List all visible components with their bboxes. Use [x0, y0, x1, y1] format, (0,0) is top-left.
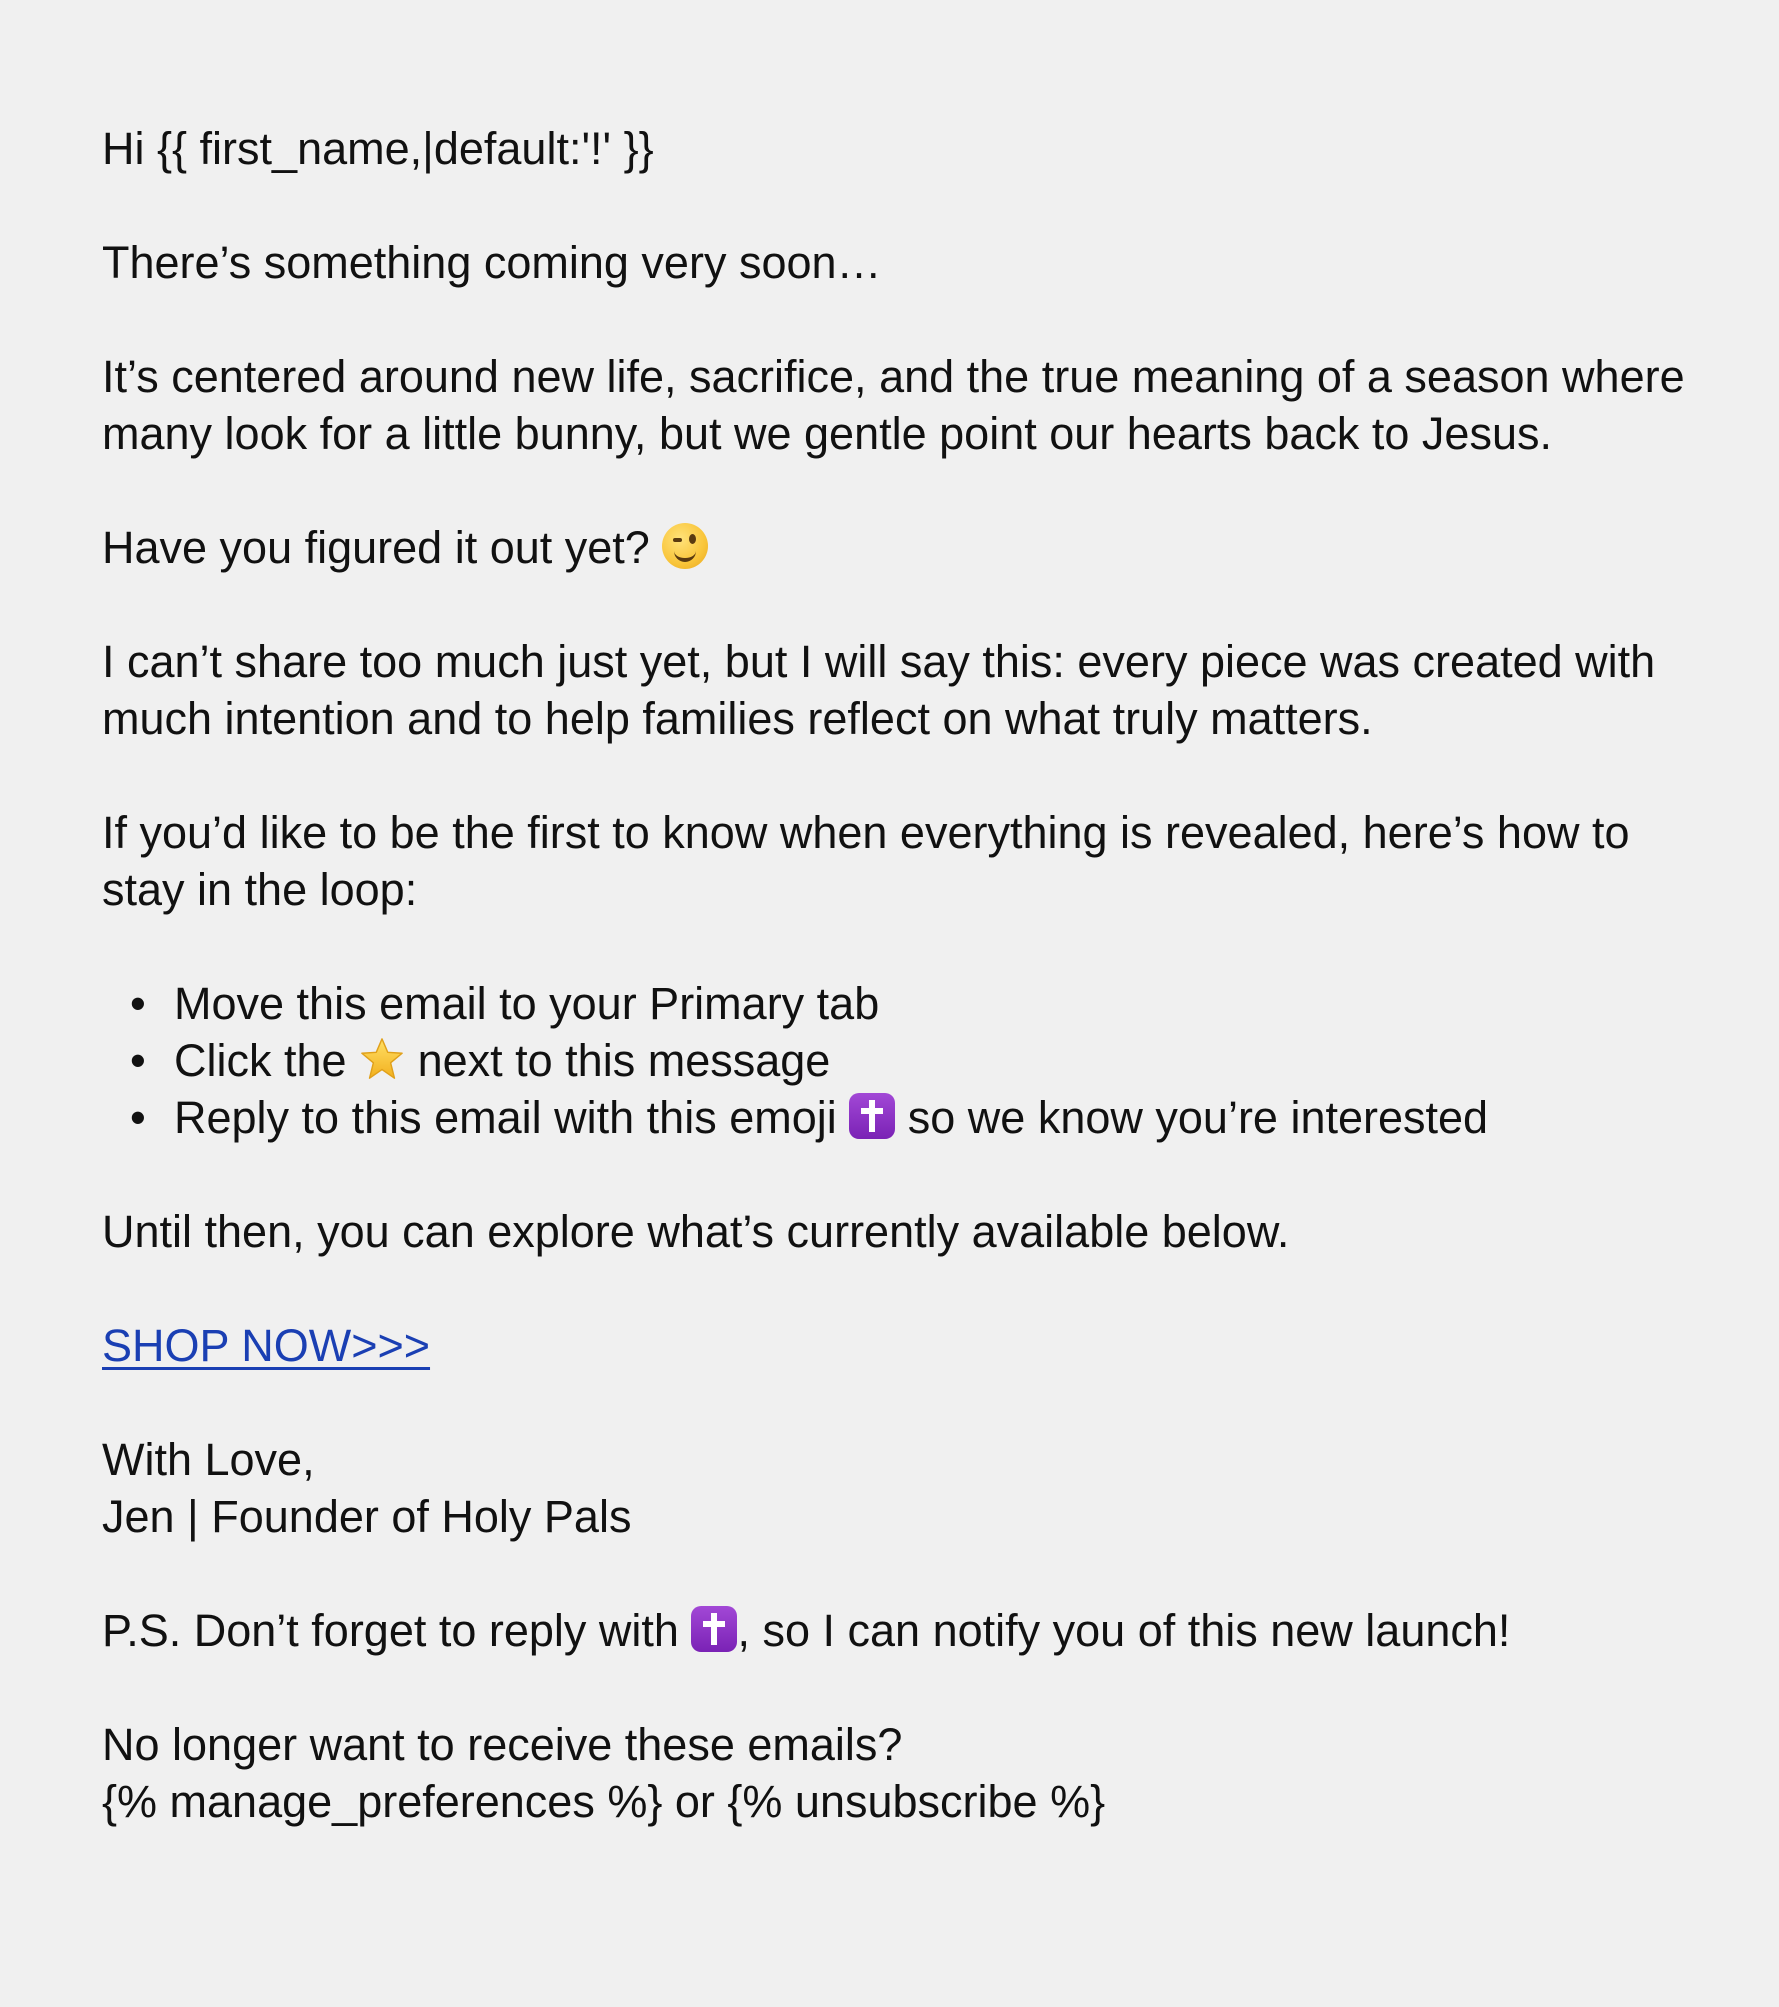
ps-text-before: P.S. Don’t forget to reply with: [102, 1605, 679, 1656]
shop-link-paragraph: [102, 1317, 1702, 1374]
description-text: It’s centered around new life, sacrifice, and the true meaning of a season where many look for a little bunny, but we gentle point our hearts back to Jesus.: [102, 351, 1685, 459]
step-text-after: so we know you’re interested: [907, 1092, 1489, 1143]
signoff-text: With Love,: [102, 1434, 315, 1485]
signature-text: Jen | Founder of Holy Pals: [102, 1491, 632, 1542]
share-note-text: I can’t share too much just yet, but I will say this: every piece was created with much intention and to help families reflect on what truly matters.: [102, 636, 1656, 744]
step-text-after: next to this message: [417, 1035, 831, 1086]
step-text-before: Click the: [174, 1035, 347, 1086]
shop-now-link[interactable]: SHOP NOW>>>: [102, 1320, 431, 1371]
signature-block: [102, 1431, 1702, 1545]
preferences-line[interactable]: {% manage_preferences %} or {% unsubscribe %}: [102, 1776, 1106, 1827]
winking-face-icon: [662, 523, 708, 569]
footer-block: [102, 1716, 1702, 1830]
steps-list: [102, 975, 1702, 1146]
email-body: [102, 120, 1702, 1887]
teaser-text: There’s something coming very soon…: [102, 237, 882, 288]
greeting: Hi {{ first_name,|default:'!' }}: [102, 123, 654, 174]
list-item: [174, 1032, 1702, 1089]
stay-intro-text: If you’d like to be the first to know when everything is revealed, here’s how to stay in the loop:: [102, 807, 1630, 915]
latin-cross-icon: [849, 1093, 895, 1139]
step-text-before: Reply to this email with this emoji: [174, 1092, 837, 1143]
question-paragraph: [102, 519, 1702, 576]
list-item: [174, 1089, 1702, 1146]
ps-paragraph: [102, 1602, 1702, 1659]
star-icon: [359, 1036, 405, 1082]
question-text: Have you figured it out yet?: [102, 522, 650, 573]
explore-text: Until then, you can explore what’s currently available below.: [102, 1206, 1290, 1257]
unsubscribe-prompt: No longer want to receive these emails?: [102, 1719, 903, 1770]
latin-cross-icon: [691, 1606, 737, 1652]
ps-text-after: , so I can notify you of this new launch!: [737, 1605, 1511, 1656]
list-item: [174, 975, 1702, 1032]
step-text: Move this email to your Primary tab: [174, 978, 880, 1029]
